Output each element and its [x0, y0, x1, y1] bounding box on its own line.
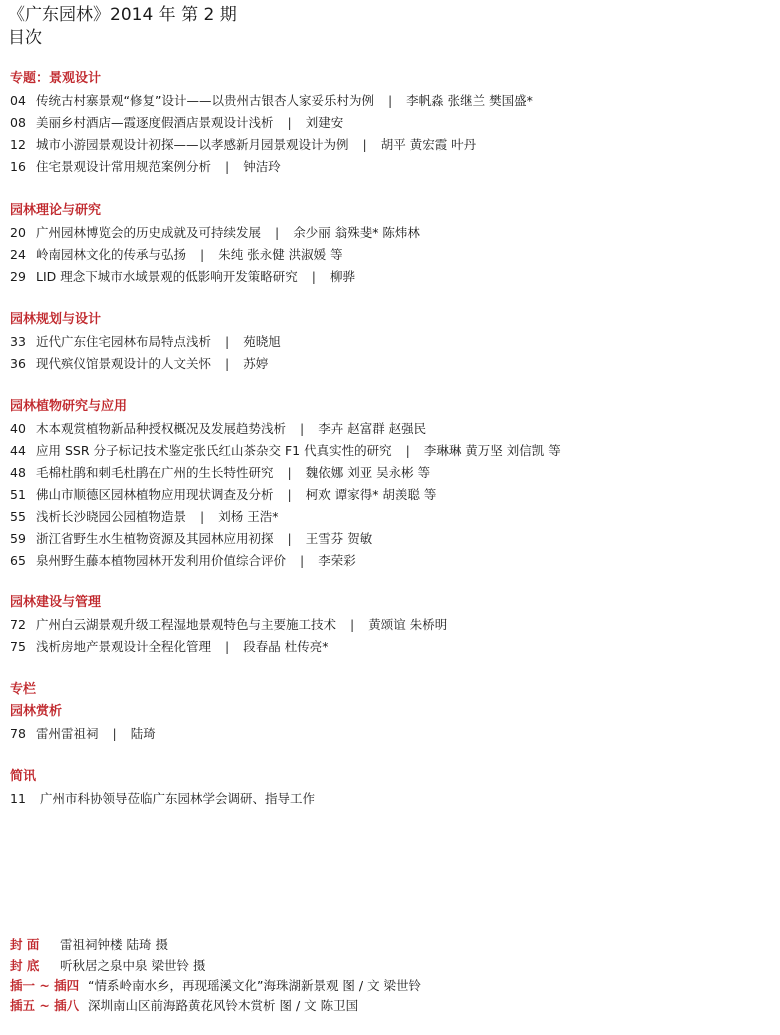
entry-title: 传统古村寨景观“修复”设计——以贵州古银杏人家妥乐村为例 [36, 93, 374, 108]
separator: | [300, 421, 305, 436]
separator: | [405, 443, 410, 458]
entry-page: 48 [10, 465, 26, 480]
separator: | [225, 356, 230, 371]
entry-page: 16 [10, 159, 26, 174]
entry-page: 04 [10, 93, 26, 108]
entry-authors: 苏婷 [243, 356, 269, 371]
insert-credit [10, 977, 421, 995]
separator: | [225, 334, 230, 349]
entry-page: 55 [10, 509, 26, 524]
entry-authors: 朱纯 张永健 洪淑媛 等 [218, 247, 343, 262]
credit-text: 雷祖祠钟楼 陆琦 摄 [60, 937, 168, 952]
entry-title: 佛山市顺德区园林植物应用现状调查及分析 [36, 487, 274, 502]
news-title: 简讯 [10, 769, 37, 784]
entry-title: 浅析房地产景观设计全程化管理 [36, 639, 212, 654]
entry-authors: 刘建安 [305, 115, 344, 130]
separator: | [275, 225, 280, 240]
toc-entry[interactable] [10, 508, 278, 526]
entry-page: 24 [10, 247, 26, 262]
entry-page: 75 [10, 639, 26, 654]
entry-page: 12 [10, 137, 26, 152]
entry-authors: 刘杨 王浩* [218, 509, 279, 524]
entry-authors: 李卉 赵富群 赵强民 [318, 421, 427, 436]
entry-title: 现代殡仪馆景观设计的人文关怀 [36, 356, 212, 371]
separator: | [112, 726, 117, 741]
entry-page: 59 [10, 531, 26, 546]
section-title: 园林建设与管理 [10, 595, 102, 610]
back-cover-credit [10, 957, 205, 975]
separator: | [350, 617, 355, 632]
entry-page: 72 [10, 617, 26, 632]
separator: | [300, 553, 305, 568]
toc-entry[interactable] [10, 725, 156, 743]
entry-title: 应用 SSR 分子标记技术鉴定张氏红山茶杂交 F1 代真实性的研究 [36, 443, 392, 458]
entry-authors: 魏依娜 刘亚 吴永彬 等 [305, 465, 431, 480]
cover-credit [10, 936, 168, 954]
toc-entry[interactable] [10, 464, 430, 482]
entry-page: 65 [10, 553, 26, 568]
column-subtitle: 园林赏析 [10, 704, 63, 719]
toc-entry[interactable] [10, 268, 355, 286]
entry-title: 岭南园林文化的传承与弘扬 [36, 247, 187, 262]
entry-title: 浅析长沙晓园公园植物造景 [36, 509, 187, 524]
toc-entry[interactable] [10, 486, 436, 504]
entry-page: 44 [10, 443, 26, 458]
entry-title: 广州白云湖景观升级工程湿地景观特色与主要施工技术 [36, 617, 337, 632]
entry-page: 33 [10, 334, 26, 349]
toc-heading: 目次 [8, 28, 42, 48]
separator: | [287, 531, 292, 546]
separator: | [287, 115, 292, 130]
entry-page: 36 [10, 356, 26, 371]
toc-entry[interactable] [10, 638, 328, 656]
toc-entry[interactable] [10, 136, 476, 154]
toc-entry[interactable] [10, 333, 281, 351]
credit-label: 插五 ~ 插八 [10, 998, 80, 1013]
credit-label: 封 底 [10, 958, 40, 973]
entry-title: 雷州雷祖祠 [36, 726, 99, 741]
entry-title: 近代广东住宅园林布局特点浅析 [36, 334, 212, 349]
entry-authors: 段春晶 杜传亮* [243, 639, 329, 654]
entry-authors: 李荣彩 [318, 553, 356, 568]
entry-authors: 胡平 黄宏霞 叶丹 [380, 137, 477, 152]
credit-text: “情系岭南水乡，再现瑶溪文化”海珠湖新景观 图 / 文 梁世铃 [88, 978, 422, 993]
toc-entry[interactable] [10, 790, 315, 808]
entry-authors: 陆琦 [130, 726, 156, 741]
entry-page: 78 [10, 726, 26, 741]
toc-entry[interactable] [10, 442, 561, 460]
separator: | [387, 93, 393, 108]
toc-entry[interactable] [10, 530, 372, 548]
entry-page: 08 [10, 115, 26, 130]
entry-page: 11 [10, 791, 26, 806]
credit-text: 听秋居之泉中泉 梁世铃 摄 [60, 958, 206, 973]
toc-entry[interactable] [10, 355, 268, 373]
toc-entry[interactable] [10, 246, 343, 264]
entry-authors: 李琳琳 黄万坚 刘信凯 等 [423, 443, 561, 458]
separator: | [225, 159, 230, 174]
entry-page: 20 [10, 225, 26, 240]
credit-label: 插一 ~ 插四 [10, 978, 80, 993]
entry-title: 木本观赏植物新品种授权概况及发展趋势浅析 [36, 421, 287, 436]
journal-title: 《广东园林》2014 年 第 2 期 [8, 5, 237, 25]
entry-title: 毛棉杜鹃和刺毛杜鹃在广州的生长特性研究 [36, 465, 274, 480]
entry-authors: 柳骅 [329, 269, 355, 284]
entry-title: LID 理念下城市水域景观的低影响开发策略研究 [36, 269, 298, 284]
toc-entry[interactable] [10, 224, 420, 242]
entry-authors: 钟洁玲 [243, 159, 281, 174]
section-title: 专题：景观设计 [10, 71, 102, 86]
section-title: 园林植物研究与应用 [10, 399, 128, 414]
entry-page: 40 [10, 421, 26, 436]
separator: | [311, 269, 316, 284]
toc-entry[interactable] [10, 552, 356, 570]
toc-entry[interactable] [10, 158, 281, 176]
entry-title: 广州市科协领导莅临广东园林学会调研、指导工作 [40, 791, 316, 806]
section-title: 园林理论与研究 [10, 203, 102, 218]
column-title: 专栏 [10, 682, 37, 697]
separator: | [225, 639, 230, 654]
separator: | [287, 487, 292, 502]
separator: | [200, 247, 205, 262]
entry-title: 浙江省野生水生植物资源及其园林应用初探 [36, 531, 274, 546]
entry-authors: 李帆淼 张继兰 樊国盛* [406, 93, 533, 108]
separator: | [362, 137, 367, 152]
entry-authors: 黄颂谊 朱桥明 [368, 617, 448, 632]
credit-text: 深圳南山区前海路黄花风铃木赏析 图 / 文 陈卫国 [88, 998, 359, 1013]
entry-authors: 王雪芬 贺敏 [305, 531, 373, 546]
entry-authors: 余少丽 翁殊斐* 陈炜林 [293, 225, 420, 240]
entry-title: 城市小游园景观设计初探——以孝感新月园景观设计为例 [36, 137, 349, 152]
toc-entry[interactable] [10, 114, 343, 132]
separator: | [287, 465, 292, 480]
entry-title: 泉州野生藤本植物园林开发利用价值综合评价 [36, 553, 287, 568]
entry-title: 美丽乡村酒店—霞逐度假酒店景观设计浅析 [36, 115, 274, 130]
entry-title: 广州园林博览会的历史成就及可持续发展 [36, 225, 262, 240]
separator: | [200, 509, 205, 524]
insert-credit [10, 997, 358, 1015]
entry-page: 51 [10, 487, 26, 502]
toc-entry[interactable] [10, 92, 533, 110]
entry-authors: 苑晓旭 [243, 334, 281, 349]
entry-authors: 柯欢 谭家得* 胡羡聪 等 [305, 487, 437, 502]
entry-title: 住宅景观设计常用规范案例分析 [36, 159, 212, 174]
credit-label: 封 面 [10, 937, 40, 952]
entry-page: 29 [10, 269, 26, 284]
toc-entry[interactable] [10, 616, 447, 634]
section-title: 园林规划与设计 [10, 312, 102, 327]
toc-entry[interactable] [10, 420, 426, 438]
